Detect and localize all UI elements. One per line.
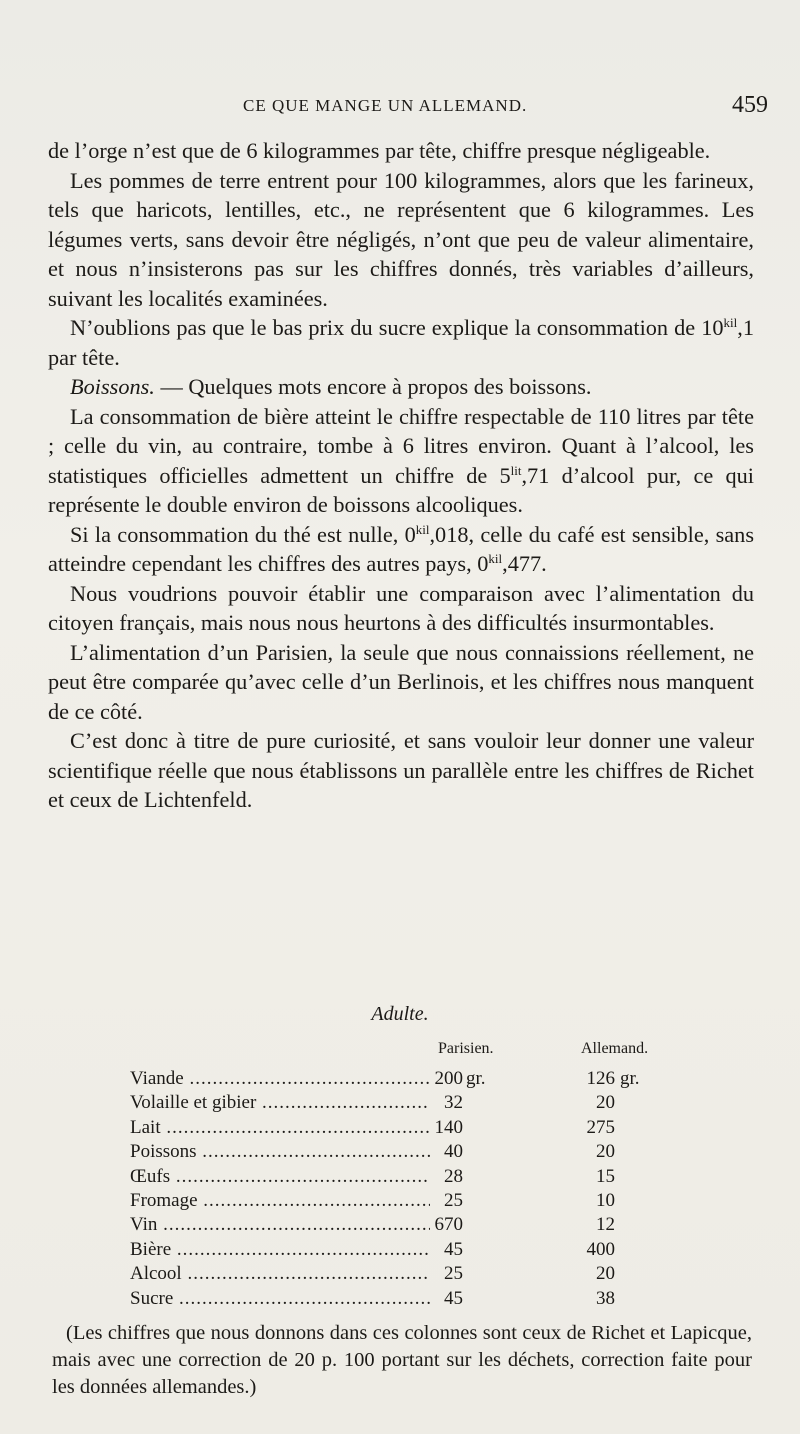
parisien-value: 25 xyxy=(444,1263,463,1285)
allemand-value: 400 xyxy=(586,1238,615,1260)
footnote xyxy=(52,1320,752,1401)
parisien-value: 45 xyxy=(444,1238,463,1260)
allemand-value: 126 xyxy=(586,1068,615,1089)
section-heading: Boissons. xyxy=(70,374,155,399)
running-title: CE QUE MANGE UN ALLEMAND. xyxy=(243,96,528,115)
column-header-parisien: Parisien. xyxy=(438,1040,494,1057)
paragraph: Les pommes de terre entrent pour 100 kilogrammes, alors que les farineux, tels que haricots, lentilles, etc., ne représentent que 6 kilogrammes. Les légumes verts, sans devoir être négligés, n’ont que peu de valeur alimentaire, et nous n’insisterons pas sur les chiffres donnés, très variables d’ailleurs, suivant les localités examinées. xyxy=(48,167,754,311)
table-row xyxy=(130,1239,710,1263)
body-text xyxy=(48,136,754,815)
parisien-value: 40 xyxy=(444,1141,463,1163)
food-label: Œufs ..... xyxy=(130,1166,430,1188)
parisien-value: 670 xyxy=(434,1214,463,1236)
paragraph: Boissons. — Quelques mots encore à propos des boissons. xyxy=(70,374,592,399)
allemand-value: 12 xyxy=(596,1214,615,1236)
food-comparison-table xyxy=(130,1040,710,1312)
food-label: Lait ..... xyxy=(130,1117,430,1139)
table-row xyxy=(130,1117,710,1141)
allemand-value: 38 xyxy=(596,1287,615,1309)
table-row xyxy=(130,1068,710,1092)
food-label: Vin ..... xyxy=(130,1214,430,1236)
parisien-value: 140 xyxy=(434,1116,463,1138)
page-number: 459 xyxy=(732,92,768,118)
parisien-value: 32 xyxy=(444,1092,463,1114)
table-title: Adulte. xyxy=(371,1003,429,1025)
food-label: Volaille et gibier ..... xyxy=(130,1092,430,1114)
paragraph: Nous voudrions pouvoir établir une comparaison avec l’alimentation du citoyen français, mais nous nous heurtons à des difficultés insurmontables. xyxy=(48,580,754,635)
table-row xyxy=(130,1092,710,1116)
allemand-value: 20 xyxy=(596,1263,615,1285)
parisien-value: 28 xyxy=(444,1165,463,1187)
allemand-value: 20 xyxy=(596,1141,615,1163)
parisien-value: 200 xyxy=(434,1068,463,1089)
paragraph: Si la consommation du thé est nulle, $0^{kil},018$, celle du café est sensible, sans atteindre cependant les chiffres des autres pays, $0^{kil},477$. xyxy=(48,521,754,576)
allemand-value: 20 xyxy=(596,1092,615,1114)
paragraph: L’alimentation d’un Parisien, la seule que nous connaissions réellement, ne peut être comparée qu’avec celle d’un Berlinois, et les chiffres nous manquent de ce côté. xyxy=(48,639,754,724)
note-text: (Les chiffres que nous donnons dans ces colonnes sont ceux de Richet et Lapicque, mais avec une correction de 20 p. 100 portant sur les déchets, correction faite pour les données allemandes.) xyxy=(52,1322,752,1398)
paragraph: C’est donc à titre de pure curiosité, et sans vouloir leur donner une valeur scientifique réelle que nous établissons un parallèle entre les chiffres de Richet et ceux de Lichtenfeld. xyxy=(48,728,754,812)
food-label: Viande ..... xyxy=(130,1068,430,1090)
food-label: Alcool ..... xyxy=(130,1263,430,1285)
allemand-value: 275 xyxy=(586,1116,615,1138)
unit-label: gr. xyxy=(620,1068,640,1089)
table-body xyxy=(130,1068,710,1312)
paragraph: N’oublions pas que le bas prix du sucre explique la consommation de $10^{kil},1$ par tête. xyxy=(48,315,754,370)
food-label: Poissons ..... xyxy=(130,1141,430,1163)
table-header-row xyxy=(130,1040,710,1068)
allemand-value: 15 xyxy=(596,1165,615,1187)
table-row xyxy=(130,1190,710,1214)
food-label: Sucre ..... xyxy=(130,1288,430,1310)
page-header xyxy=(48,92,768,126)
paragraph: de l’orge n’est que de 6 kilogrammes par tête, chiffre presque négligeable. xyxy=(48,138,711,163)
food-label: Bière ..... xyxy=(130,1239,430,1261)
unit-label: gr. xyxy=(466,1068,486,1089)
column-header-allemand: Allemand. xyxy=(581,1040,649,1057)
paragraph: La consommation de bière atteint le chiffre respectable de 110 litres par tête ; celle du vin, au contraire, tombe à 6 litres environ. Quant à l’alcool, les statistiques officielles admettent un chiffre de $5^{lit},71$ d’alcool pur, ce qui représente le double environ de boissons alcooliques. xyxy=(48,403,754,517)
allemand-value: 10 xyxy=(596,1189,615,1211)
parisien-value: 25 xyxy=(444,1189,463,1211)
table-row xyxy=(130,1141,710,1165)
table-row xyxy=(130,1214,710,1238)
table-row xyxy=(130,1288,710,1312)
parisien-value: 45 xyxy=(444,1287,463,1309)
food-label: Fromage ..... xyxy=(130,1190,430,1212)
table-row xyxy=(130,1263,710,1287)
table-row xyxy=(130,1166,710,1190)
